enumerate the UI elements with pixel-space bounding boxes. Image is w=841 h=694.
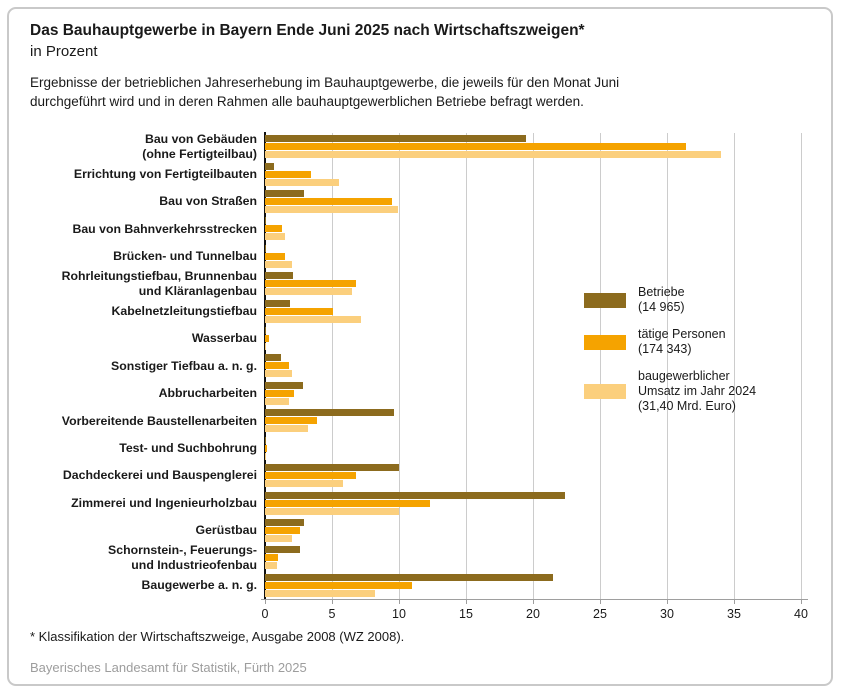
category-label-line: Rohrleitungstiefbau, Brunnenbau bbox=[61, 269, 257, 284]
bar-tätige-personen bbox=[265, 198, 392, 205]
legend-swatch-taetige-personen bbox=[584, 335, 626, 350]
bar-group bbox=[265, 188, 801, 215]
bar-betriebe bbox=[265, 437, 266, 444]
category-label-line: (ohne Fertigteilbau) bbox=[142, 146, 257, 161]
category-label bbox=[9, 325, 257, 352]
category-label bbox=[9, 160, 257, 187]
bar-tätige-personen bbox=[265, 362, 289, 369]
bar-betriebe bbox=[265, 354, 281, 361]
legend-text: (174 343) bbox=[638, 342, 692, 356]
bar-group bbox=[265, 243, 801, 270]
source-line: Bayerisches Landesamt für Statistik, Fürth 2025 bbox=[30, 660, 307, 675]
legend-text: baugewerblicher bbox=[638, 369, 730, 383]
bar-baugewerblicher-umsatz-im-jahr-2024 bbox=[265, 343, 266, 350]
x-tick-0 bbox=[265, 599, 266, 604]
category-label bbox=[9, 243, 257, 270]
bar-tätige-personen bbox=[265, 171, 311, 178]
bar-baugewerblicher-umsatz-im-jahr-2024 bbox=[265, 535, 292, 542]
bar-baugewerblicher-umsatz-im-jahr-2024 bbox=[265, 480, 343, 487]
legend-text: Umsatz im Jahr 2024 bbox=[638, 384, 757, 398]
category-label bbox=[9, 380, 257, 407]
bar-tätige-personen bbox=[265, 582, 412, 589]
category-label-line: Bau von Gebäuden bbox=[144, 132, 257, 147]
legend-text: Betriebe bbox=[638, 285, 685, 299]
bar-baugewerblicher-umsatz-im-jahr-2024 bbox=[265, 179, 339, 186]
x-tick-label-0: 0 bbox=[261, 607, 269, 621]
bar-chart bbox=[9, 9, 831, 684]
description-line-2: durchgeführt wird und in deren Rahmen alle bauhauptgewerblichen Betriebe befragt werden. bbox=[30, 94, 584, 109]
bar-baugewerblicher-umsatz-im-jahr-2024 bbox=[265, 398, 289, 405]
x-tick-10 bbox=[399, 599, 400, 604]
legend-item-betriebe bbox=[584, 285, 756, 315]
bar-betriebe bbox=[265, 163, 274, 170]
bar-tätige-personen bbox=[265, 417, 317, 424]
category-label bbox=[9, 489, 257, 516]
category-label-line: Schornstein-, Feuerungs- bbox=[108, 543, 257, 558]
x-tick-label-10: 10 bbox=[392, 607, 406, 621]
legend-label-betriebe bbox=[638, 285, 685, 315]
legend-swatch-umsatz bbox=[584, 384, 626, 399]
category-label bbox=[9, 297, 257, 324]
category-label-line: Kabelnetzleitungstiefbau bbox=[111, 303, 257, 318]
chart-card bbox=[7, 7, 833, 686]
description-line-1: Ergebnisse der betrieblichen Jahreserhebung im Bauhauptgewerbe, die jeweils für den Monat Juni bbox=[30, 75, 620, 90]
bar-group bbox=[265, 572, 801, 599]
category-label bbox=[9, 572, 257, 599]
bar-tätige-personen bbox=[265, 554, 278, 561]
bar-betriebe bbox=[265, 382, 303, 389]
category-label-line: Bau von Bahnverkehrsstrecken bbox=[72, 221, 257, 236]
category-label-line: Errichtung von Fertigteilbauten bbox=[73, 166, 257, 181]
bar-betriebe bbox=[265, 245, 266, 252]
x-tick-25 bbox=[600, 599, 601, 604]
category-label-line: Dachdeckerei und Bauspenglerei bbox=[62, 468, 257, 483]
category-label bbox=[9, 544, 257, 571]
page-title: Das Bauhauptgewerbe in Bayern Ende Juni 2025 nach Wirtschaftszweigen* bbox=[30, 22, 585, 39]
category-label-line: Gerüstbau bbox=[195, 523, 257, 538]
bar-group bbox=[265, 544, 801, 571]
footnote: * Klassifikation der Wirtschaftszweige, Ausgabe 2008 (WZ 2008). bbox=[30, 629, 405, 644]
x-tick-35 bbox=[734, 599, 735, 604]
bar-tätige-personen bbox=[265, 280, 356, 287]
legend-text: tätige Personen bbox=[638, 327, 726, 341]
bar-tätige-personen bbox=[265, 143, 686, 150]
bar-baugewerblicher-umsatz-im-jahr-2024 bbox=[265, 425, 308, 432]
bar-tätige-personen bbox=[265, 472, 356, 479]
bar-betriebe bbox=[265, 519, 304, 526]
bar-tätige-personen bbox=[265, 225, 282, 232]
page-subtitle: in Prozent bbox=[30, 43, 98, 60]
bar-group bbox=[265, 517, 801, 544]
legend bbox=[584, 285, 756, 414]
bar-baugewerblicher-umsatz-im-jahr-2024 bbox=[265, 233, 285, 240]
category-label bbox=[9, 462, 257, 489]
x-tick-label-20: 20 bbox=[526, 607, 540, 621]
x-axis-baseline bbox=[261, 599, 808, 600]
category-label bbox=[9, 270, 257, 297]
bar-tätige-personen bbox=[265, 308, 333, 315]
bar-baugewerblicher-umsatz-im-jahr-2024 bbox=[265, 316, 361, 323]
legend-swatch-betriebe bbox=[584, 293, 626, 308]
bar-betriebe bbox=[265, 492, 565, 499]
bar-group bbox=[265, 133, 801, 160]
category-label bbox=[9, 188, 257, 215]
bar-tätige-personen bbox=[265, 253, 285, 260]
category-label-line: Baugewerbe a. n. g. bbox=[141, 578, 257, 593]
bar-betriebe bbox=[265, 190, 304, 197]
bar-baugewerblicher-umsatz-im-jahr-2024 bbox=[265, 590, 375, 597]
bar-tätige-personen bbox=[265, 335, 269, 342]
bar-tätige-personen bbox=[265, 445, 267, 452]
category-label-line: Wasserbau bbox=[191, 331, 257, 346]
category-label bbox=[9, 215, 257, 242]
legend-label-taetige-personen bbox=[638, 327, 726, 357]
bar-baugewerblicher-umsatz-im-jahr-2024 bbox=[265, 370, 292, 377]
x-tick-label-25: 25 bbox=[593, 607, 607, 621]
bar-baugewerblicher-umsatz-im-jahr-2024 bbox=[265, 508, 399, 515]
x-tick-label-40: 40 bbox=[794, 607, 808, 621]
x-tick-label-35: 35 bbox=[727, 607, 741, 621]
bar-group bbox=[265, 160, 801, 187]
legend-text: (14 965) bbox=[638, 300, 685, 314]
bar-betriebe bbox=[265, 546, 300, 553]
bar-baugewerblicher-umsatz-im-jahr-2024 bbox=[265, 206, 398, 213]
x-tick-15 bbox=[466, 599, 467, 604]
bar-tätige-personen bbox=[265, 527, 300, 534]
bar-group bbox=[265, 489, 801, 516]
bar-betriebe bbox=[265, 574, 553, 581]
x-tick-30 bbox=[667, 599, 668, 604]
bar-baugewerblicher-umsatz-im-jahr-2024 bbox=[265, 288, 352, 295]
legend-label-umsatz bbox=[638, 369, 756, 414]
bar-group bbox=[265, 435, 801, 462]
category-label-line: Sonstiger Tiefbau a. n. g. bbox=[111, 358, 257, 373]
category-label-line: und Kläranlagenbau bbox=[138, 283, 257, 298]
x-tick-label-15: 15 bbox=[459, 607, 473, 621]
bar-betriebe bbox=[265, 135, 526, 142]
bar-betriebe bbox=[265, 300, 290, 307]
bar-betriebe bbox=[265, 272, 293, 279]
category-label bbox=[9, 133, 257, 160]
bar-betriebe bbox=[265, 217, 266, 224]
legend-item-umsatz bbox=[584, 369, 756, 414]
category-label bbox=[9, 407, 257, 434]
bar-betriebe bbox=[265, 409, 394, 416]
bar-baugewerblicher-umsatz-im-jahr-2024 bbox=[265, 453, 266, 460]
category-label bbox=[9, 517, 257, 544]
bar-baugewerblicher-umsatz-im-jahr-2024 bbox=[265, 151, 721, 158]
category-label bbox=[9, 435, 257, 462]
gridline-40 bbox=[801, 133, 802, 599]
category-label-line: Test- und Suchbohrung bbox=[119, 440, 257, 455]
x-tick-20 bbox=[533, 599, 534, 604]
x-tick-5 bbox=[332, 599, 333, 604]
bar-tätige-personen bbox=[265, 390, 294, 397]
bar-baugewerblicher-umsatz-im-jahr-2024 bbox=[265, 562, 277, 569]
category-label-line: Vorbereitende Baustellenarbeiten bbox=[61, 413, 257, 428]
bar-group bbox=[265, 215, 801, 242]
bar-tätige-personen bbox=[265, 500, 430, 507]
bar-betriebe bbox=[265, 464, 399, 471]
category-label-line: Zimmerei und Ingenieurholzbau bbox=[71, 495, 257, 510]
legend-text: (31,40 Mrd. Euro) bbox=[638, 399, 736, 413]
bar-group bbox=[265, 462, 801, 489]
bar-baugewerblicher-umsatz-im-jahr-2024 bbox=[265, 261, 292, 268]
bar-betriebe bbox=[265, 327, 266, 334]
category-label-line: Brücken- und Tunnelbau bbox=[113, 249, 257, 264]
category-label bbox=[9, 352, 257, 379]
category-label-line: Abbrucharbeiten bbox=[158, 386, 257, 401]
x-tick-40 bbox=[801, 599, 802, 604]
category-label-line: Bau von Straßen bbox=[159, 194, 257, 209]
category-label-line: und Industrieofenbau bbox=[131, 557, 257, 572]
x-tick-label-30: 30 bbox=[660, 607, 674, 621]
legend-item-taetige-personen bbox=[584, 327, 756, 357]
x-tick-label-5: 5 bbox=[328, 607, 336, 621]
